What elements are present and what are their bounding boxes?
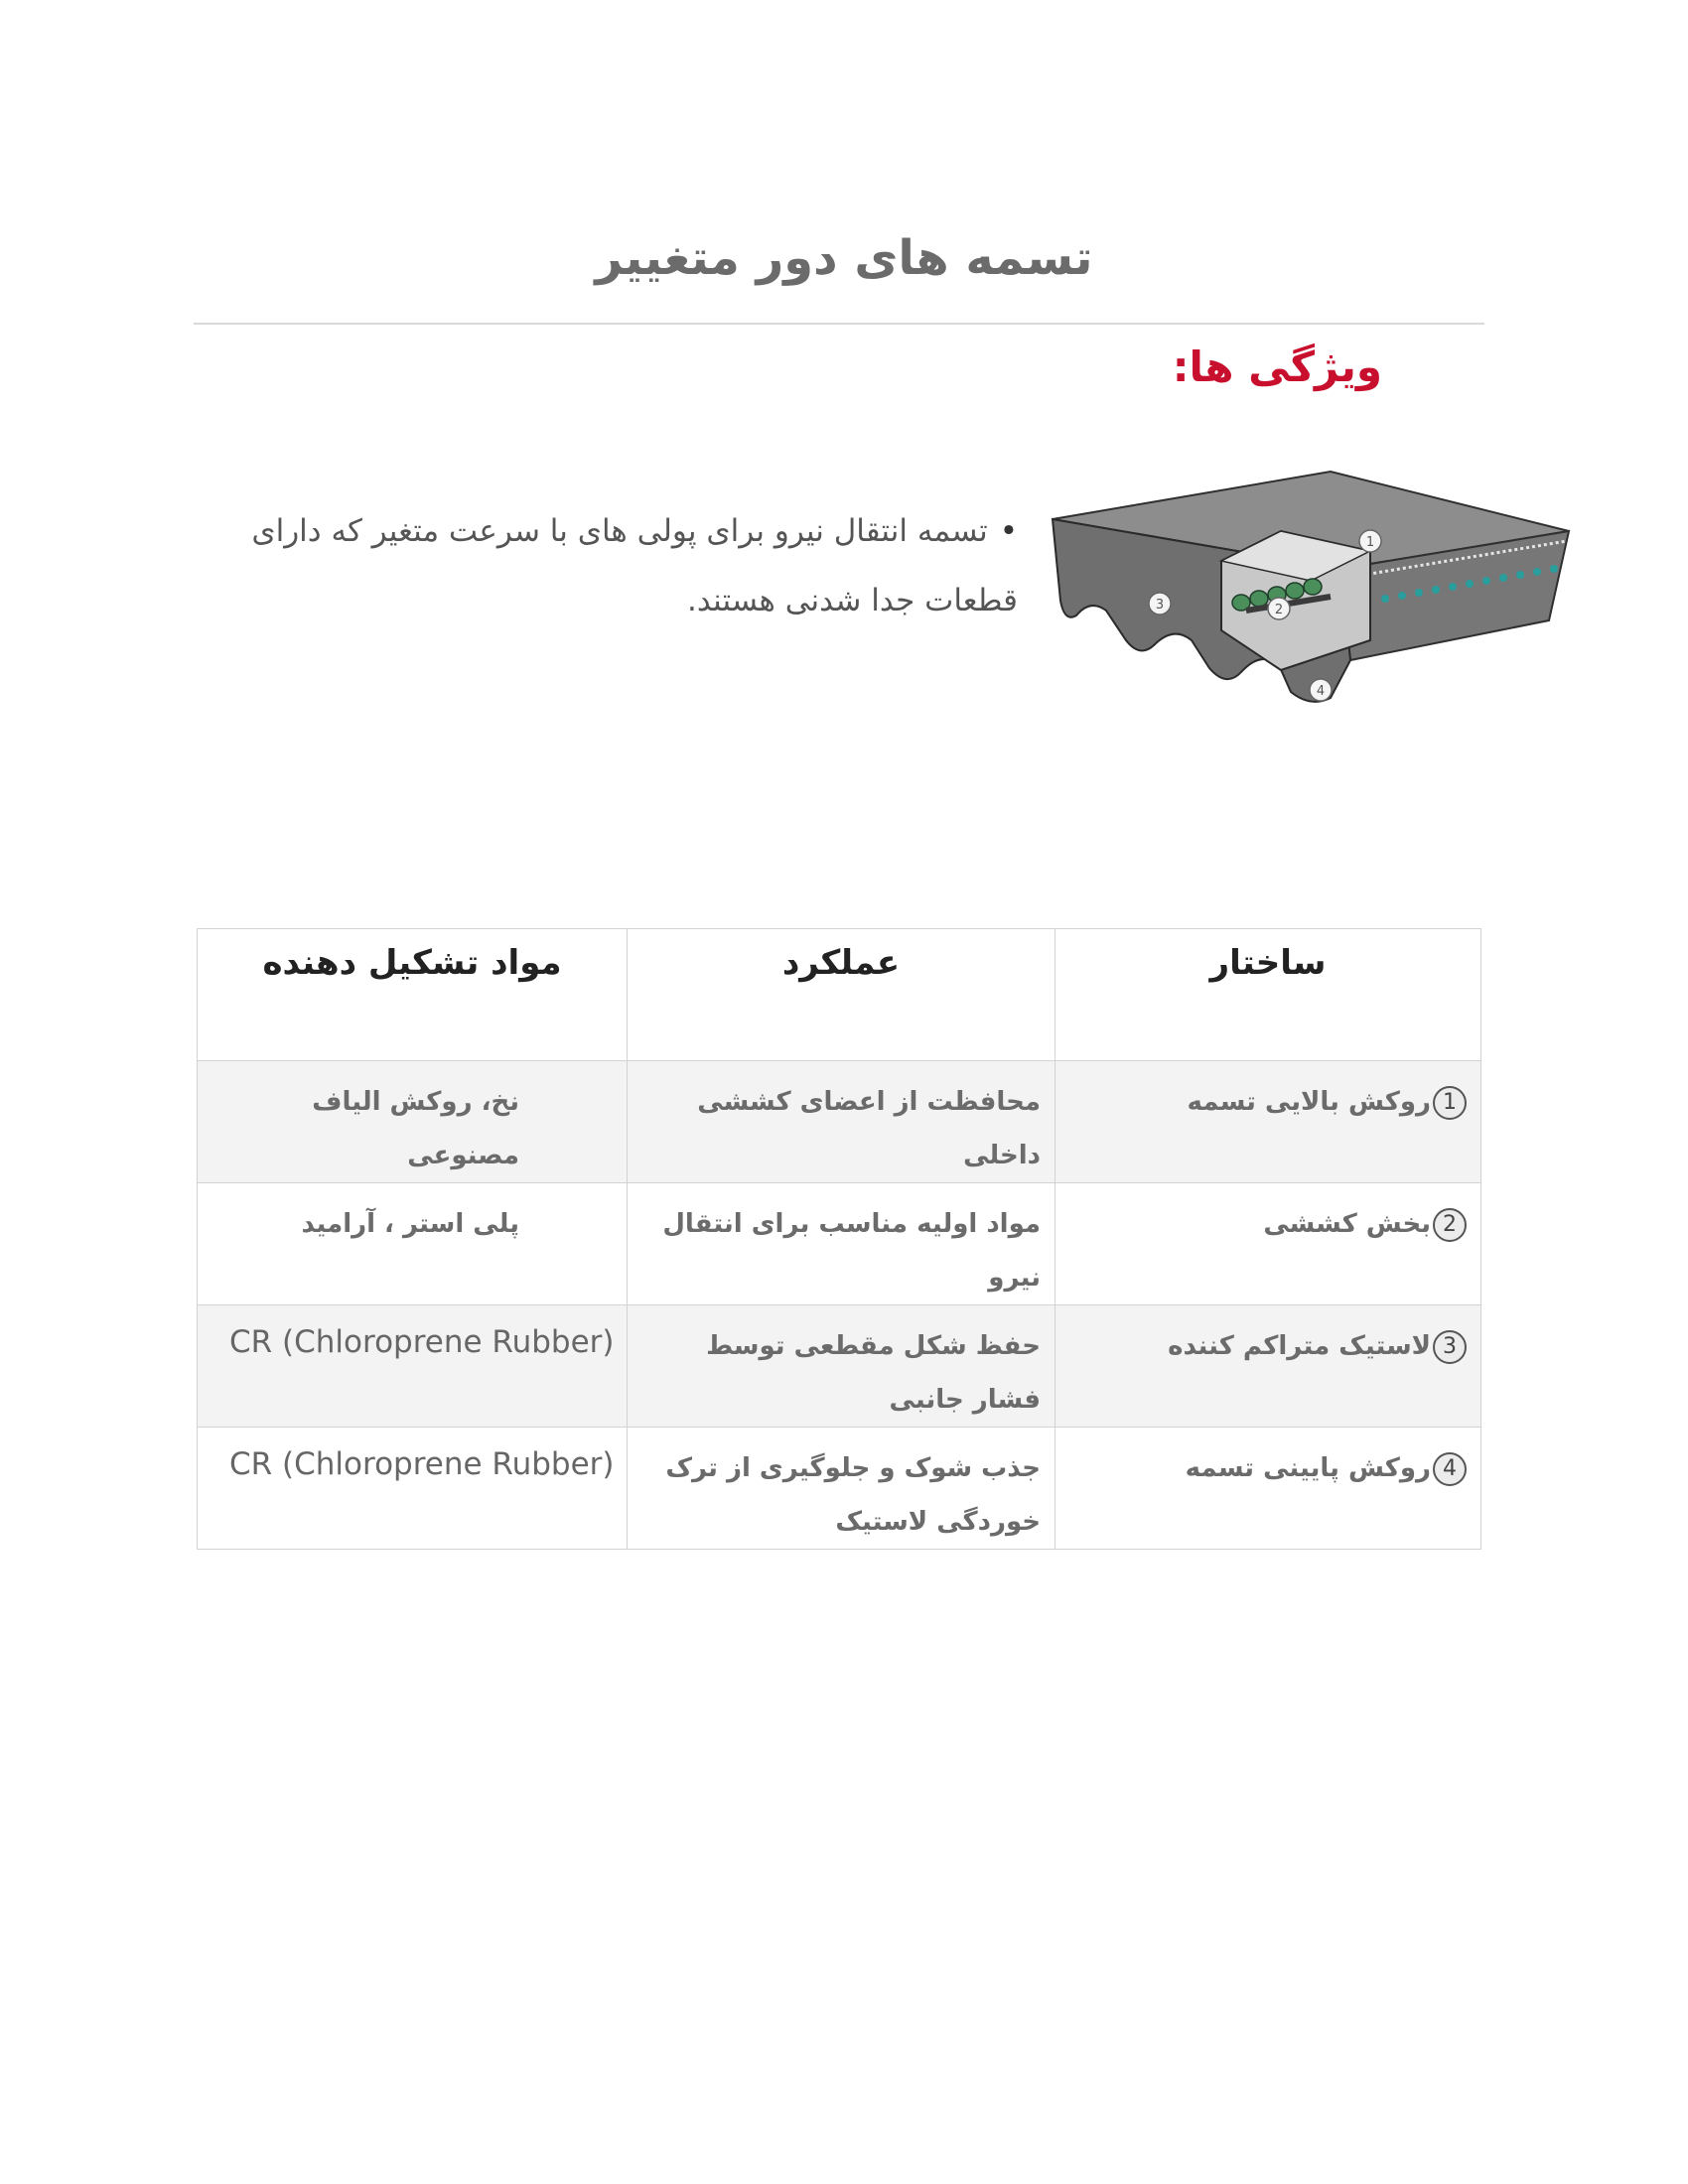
table-row: [198, 1428, 1481, 1550]
cell-function: [628, 1183, 1055, 1305]
table-header-row: [198, 929, 1481, 1061]
cell-structure: [1055, 1428, 1481, 1550]
number-badge: 3: [1433, 1330, 1467, 1364]
function-text: حفظ شکل مقطعی توسط فشار جانبی: [706, 1331, 1041, 1415]
page-title: تسمه های دور متغییر: [595, 230, 1093, 286]
number-badge: 4: [1433, 1452, 1467, 1486]
features-heading: ویژگی ها:: [1172, 342, 1382, 391]
function-text: جذب شوک و جلوگیری از ترک خوردگی لاستیک: [665, 1453, 1041, 1537]
number-badge: 2: [1433, 1208, 1467, 1242]
structure-text: لاستیک متراکم کننده: [1168, 1331, 1431, 1361]
material-text: پلی استر ، آرامید: [301, 1209, 519, 1239]
material-text: CR (Chloroprene Rubber): [229, 1446, 615, 1482]
feature-paragraph: [194, 496, 1018, 635]
title-divider: [194, 323, 1484, 325]
function-text: محافظت از اعضای کششی داخلی: [697, 1087, 1041, 1170]
spec-table: [197, 928, 1481, 1550]
cell-material: [198, 1428, 628, 1550]
cell-material: [198, 1061, 628, 1183]
feature-text: تسمه انتقال نیرو برای پولی های با سرعت متغیر که دارای قطعات جدا شدنی هستند.: [251, 513, 1018, 618]
marker-3: 3: [1155, 598, 1165, 613]
cell-function: [628, 1061, 1055, 1183]
table-row: [198, 1305, 1481, 1428]
cell-material: [198, 1305, 628, 1428]
structure-text: روکش پایینی تسمه: [1185, 1453, 1431, 1483]
structure-text: روکش بالایی تسمه: [1187, 1087, 1431, 1117]
structure-text: بخش کششی: [1263, 1209, 1431, 1239]
function-text: مواد اولیه مناسب برای انتقال نیرو: [662, 1209, 1041, 1293]
number-badge: 1: [1433, 1086, 1467, 1120]
cell-structure: [1055, 1305, 1481, 1428]
table-row: [198, 1183, 1481, 1305]
header-structure: ساختار: [1055, 929, 1481, 1061]
cell-material: [198, 1183, 628, 1305]
cell-function: [628, 1428, 1055, 1550]
marker-4: 4: [1316, 684, 1326, 699]
material-text: نخ، روکش الیاف مصنوعی: [312, 1087, 519, 1170]
table-row: [198, 1061, 1481, 1183]
marker-2: 2: [1274, 603, 1284, 617]
header-function: عملکرد: [628, 929, 1055, 1061]
bullet-icon: •: [999, 513, 1018, 549]
cell-function: [628, 1305, 1055, 1428]
material-text: CR (Chloroprene Rubber): [229, 1324, 615, 1360]
cell-structure: [1055, 1183, 1481, 1305]
marker-1: 1: [1365, 535, 1375, 550]
cell-structure: [1055, 1061, 1481, 1183]
header-material: مواد تشکیل دهنده: [198, 929, 628, 1061]
belt-cross-section-diagram: [1043, 462, 1579, 720]
